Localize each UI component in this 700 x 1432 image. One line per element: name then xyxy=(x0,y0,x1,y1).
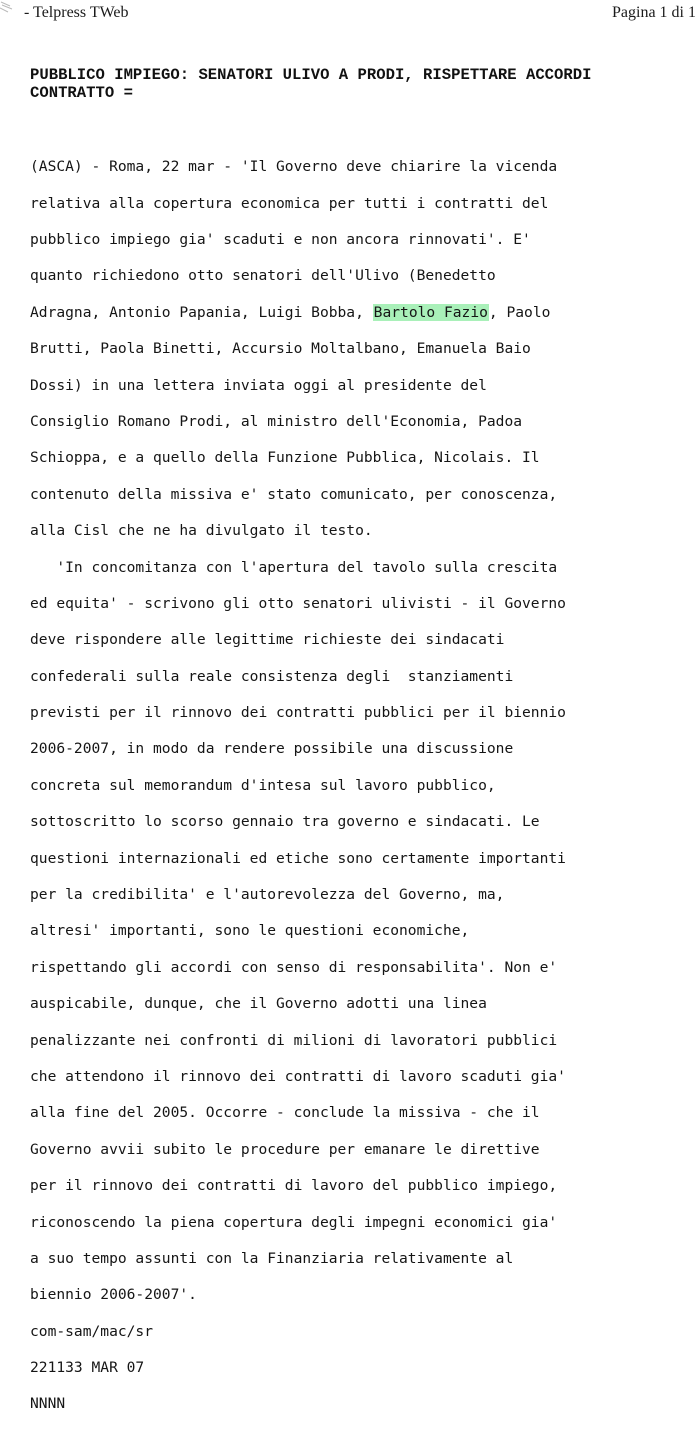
body-line: 'In concomitanza con l'apertura del tavolo sulla crescita xyxy=(30,558,558,576)
body-line: altresi' importanti, sono le questioni economiche, xyxy=(30,922,470,940)
body-line: contenuto della missiva e' stato comunicato, per conoscenza, xyxy=(30,485,558,503)
body-line xyxy=(30,304,690,322)
body-line: pubblico impiego gia' scaduti e non ancora rinnovati'. E' xyxy=(30,230,531,248)
body-line: rispettando gli accordi con senso di responsabilita'. Non e' xyxy=(30,958,558,976)
body-line: alla fine del 2005. Occorre - conclude la missiva - che il xyxy=(30,1104,540,1122)
end-marker: NNNN xyxy=(30,1395,66,1413)
body-line: confederali sulla reale consistenza degli stanziamenti xyxy=(30,667,514,685)
body-line: 2006-2007, in modo da rendere possibile una discussione xyxy=(30,740,514,758)
body-line-text: , Paolo xyxy=(488,303,551,321)
source-label: - Telpress TWeb xyxy=(24,4,129,21)
body-line: Brutti, Paola Binetti, Accursio Moltalbano, Emanuela Baio xyxy=(30,340,531,358)
body-line: relativa alla copertura economica per tutti i contratti del xyxy=(30,194,549,212)
body-line-text: Adragna, Antonio Papania, Luigi Bobba, xyxy=(30,303,373,321)
body-line: per il rinnovo dei contratti di lavoro del pubblico impiego, xyxy=(30,1177,558,1195)
timestamp-code: 221133 MAR 07 xyxy=(30,1359,145,1377)
body-line: sottoscritto lo scorso gennaio tra governo e sindacati. Le xyxy=(30,813,540,831)
body-line: a suo tempo assunti con la Finanziaria relativamente al xyxy=(30,1249,514,1267)
body-line: penalizzante nei confronti di milioni di lavoratori pubblici xyxy=(30,1031,558,1049)
body-line: riconoscendo la piena copertura degli impegni economici gia' xyxy=(30,1213,558,1231)
headline xyxy=(30,66,680,102)
body-line: Governo avvii subito le procedure per emanare le direttive xyxy=(30,1140,540,1158)
body-line: previsti per il rinnovo dei contratti pubblici per il biennio xyxy=(30,704,566,722)
body-line: Schioppa, e a quello della Funzione Pubblica, Nicolais. Il xyxy=(30,449,540,467)
body-line: questioni internazionali ed etiche sono certamente importanti xyxy=(30,849,566,867)
signature-code: com-sam/mac/sr xyxy=(30,1322,154,1340)
body-line: quanto richiedono otto senatori dell'Ulivo (Benedetto xyxy=(30,267,496,285)
body-line: ed equita' - scrivono gli otto senatori ulivisti - il Governo xyxy=(30,594,566,612)
body-line: (ASCA) - Roma, 22 mar - 'Il Governo deve chiarire la vicenda xyxy=(30,158,558,176)
scan-artifact-icon xyxy=(0,0,22,14)
body-line: Dossi) in una lettera inviata oggi al presidente del xyxy=(30,376,487,394)
body-line: biennio 2006-2007'. xyxy=(30,1286,197,1304)
article-body xyxy=(30,140,690,1432)
highlighted-name: Bartolo Fazio xyxy=(373,303,488,321)
headline-line: PUBBLICO IMPIEGO: SENATORI ULIVO A PRODI, RISPETTARE ACCORDI xyxy=(30,66,592,84)
body-line: per la credibilita' e l'autorevolezza del Governo, ma, xyxy=(30,886,505,904)
body-line: concreta sul memorandum d'intesa sul lavoro pubblico, xyxy=(30,776,496,794)
headline-line: CONTRATTO = xyxy=(30,84,133,103)
body-line: Consiglio Romano Prodi, al ministro dell'Economia, Padoa xyxy=(30,412,523,430)
body-line: alla Cisl che ne ha divulgato il testo. xyxy=(30,522,373,540)
body-line: auspicabile, dunque, che il Governo adotti una linea xyxy=(30,995,487,1013)
body-line: che attendono il rinnovo dei contratti di lavoro scaduti gia' xyxy=(30,1067,566,1085)
page-indicator: Pagina 1 di 1 xyxy=(612,4,696,21)
body-line: deve rispondere alle legittime richieste dei sindacati xyxy=(30,631,505,649)
